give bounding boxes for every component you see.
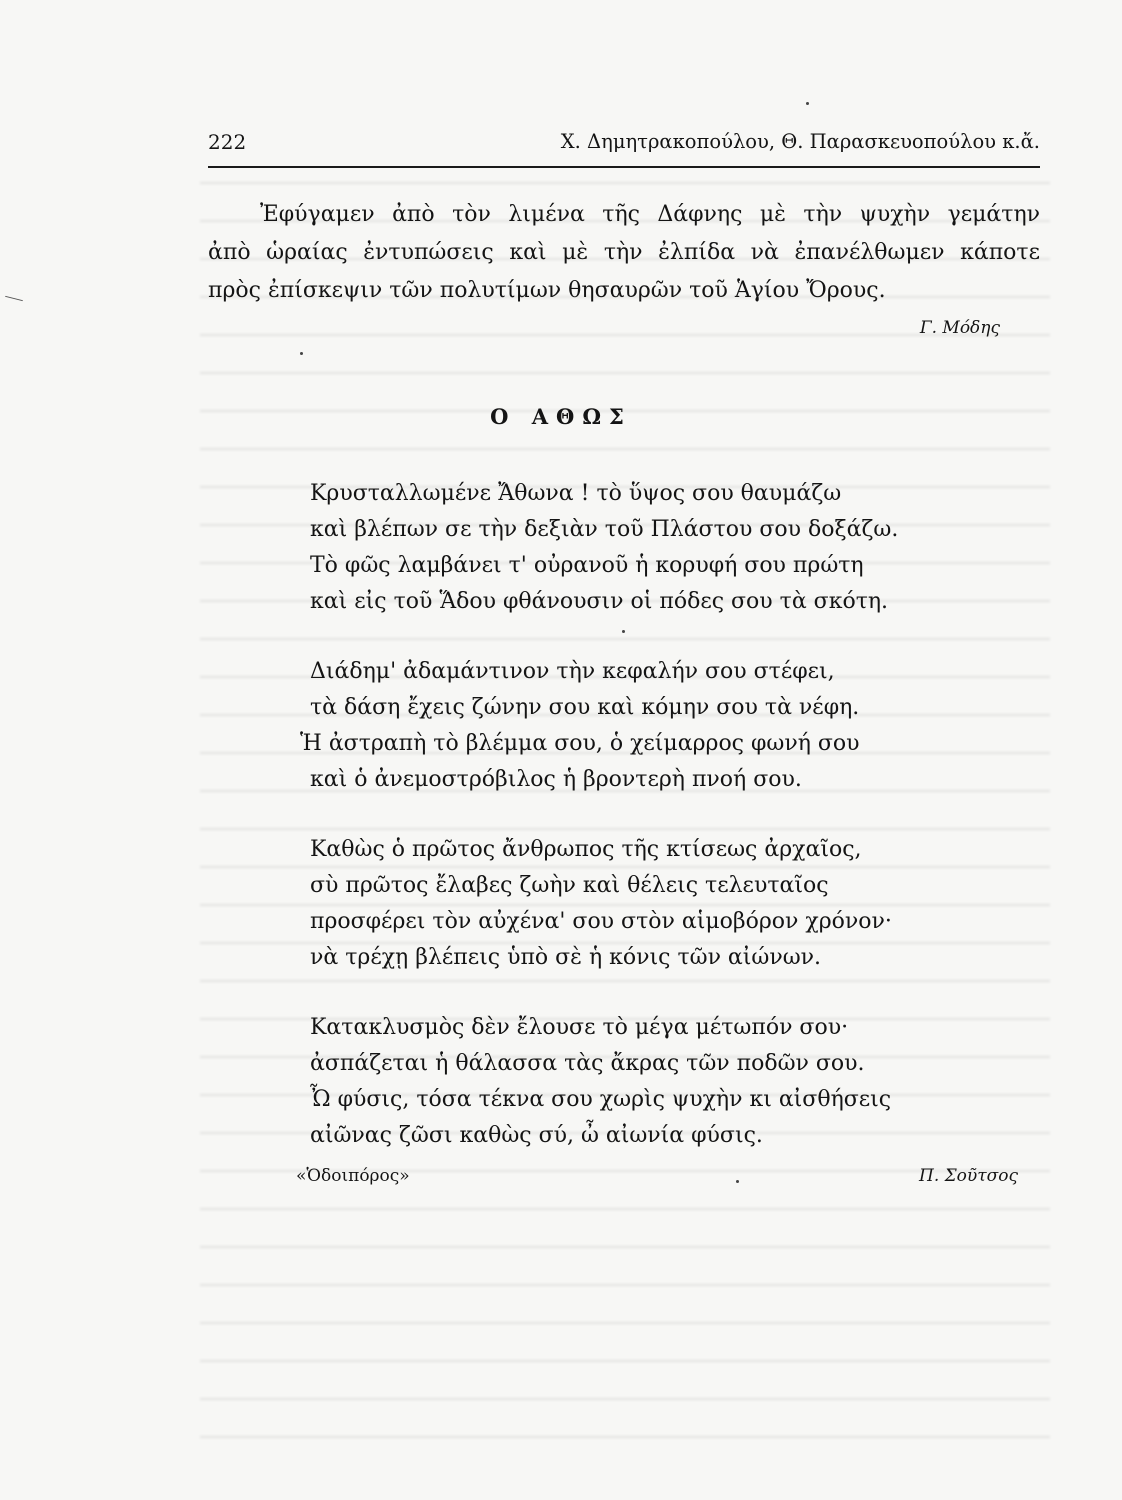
- verse-line: Καθὼς ὁ πρῶτος ἄνθρωπος τῆς κτίσεως ἀρχαῖος,: [310, 837, 862, 862]
- verse-line: νὰ τρέχῃ βλέπεις ὑπὸ σὲ ἡ κόνις τῶν αἰώνων.: [310, 945, 822, 970]
- running-head: Χ. Δημητρακοπούλου, Θ. Παρασκευοπούλου κ.ἄ.: [560, 130, 1040, 153]
- verse-line: Ἡ ἀστραπὴ τὸ βλέμμα σου, ὁ χείμαρρος φωνή σου: [300, 731, 860, 756]
- poem-body: [300, 476, 899, 1188]
- verse-line: αἰῶνας ζῶσι καθὼς σύ, ὦ αἰωνία φύσις.: [310, 1123, 763, 1148]
- verse-line: Ὦ φύσις, τόσα τέκνα σου χωρὶς ψυχὴν κι αἰσθήσεις: [310, 1087, 892, 1112]
- header-rule: [208, 166, 1040, 168]
- speck: [736, 1180, 739, 1183]
- verse-line: ἀσπάζεται ἡ θάλασσα τὰς ἄκρας τῶν ποδῶν σου.: [310, 1051, 865, 1076]
- prose-line: ἀπὸ ὡραίας ἐντυπώσεις καὶ μὲ τὴν ἐλπίδα νὰ ἐπανέλθωμεν κάποτε: [208, 240, 1040, 265]
- stanza-1: [310, 476, 898, 620]
- verse-line: τὰ δάση ἔχεις ζώνην σου καὶ κόμην σου τὰ νέφη.: [310, 695, 860, 720]
- page-number: 222: [208, 130, 247, 154]
- verse-line: καὶ βλέπων σε τὴν δεξιὰν τοῦ Πλάστου σου δοξάζω.: [310, 517, 899, 542]
- speck: [622, 630, 625, 633]
- speck: [300, 352, 303, 355]
- speck: [806, 102, 809, 105]
- stanza-3: [310, 832, 898, 976]
- stanza-4: [310, 1010, 898, 1154]
- verse-line: Κατακλυσμὸς δὲν ἔλουσε τὸ μέγα μέτωπόν σου·: [310, 1015, 849, 1040]
- verse-line: Κρυσταλλωμένε Ἄθωνα ! τὸ ὕψος σου θαυμάζω: [310, 481, 842, 506]
- verse-line: Τὸ φῶς λαμβάνει τ' οὐρανοῦ ἡ κορυφή σου πρώτη: [310, 553, 864, 578]
- poem-title: Ο ΑΘΩΣ: [490, 404, 632, 429]
- stanza-2: [300, 654, 898, 798]
- prose-signature: Γ. Μόδης: [919, 318, 1000, 338]
- verse-line: καὶ εἰς τοῦ Ἅδου φθάνουσιν οἱ πόδες σου τὰ σκότη.: [310, 589, 889, 614]
- prose-line: πρὸς ἐπίσκεψιν τῶν πολυτίμων θησαυρῶν τοῦ Ἁγίου Ὄρους.: [208, 278, 886, 303]
- margin-mark: [5, 296, 23, 301]
- verse-line: σὺ πρῶτος ἔλαβες ζωὴν καὶ θέλεις τελευταῖος: [310, 873, 829, 898]
- prose-paragraph: [208, 196, 1040, 310]
- page-header: [208, 128, 1040, 162]
- poem-source: «Ὁδοιπόρος»: [296, 1166, 410, 1186]
- poem-author: Π. Σοῦτσος: [919, 1166, 1018, 1186]
- verse-line: προσφέρει τὸν αὐχένα' σου στὸν αἱμοβόρον χρόνον·: [310, 909, 892, 934]
- verse-line: Διάδημ' ἀδαμάντινον τὴν κεφαλήν σου στέφει,: [310, 659, 835, 684]
- prose-line: Ἐφύγαμεν ἀπὸ τὸν λιμένα τῆς Δάφνης μὲ τὴν ψυχὴν γεμάτην: [260, 202, 1040, 227]
- verse-line: καὶ ὁ ἀνεμοστρόβιλος ἡ βροντερὴ πνοή σου.: [310, 767, 802, 792]
